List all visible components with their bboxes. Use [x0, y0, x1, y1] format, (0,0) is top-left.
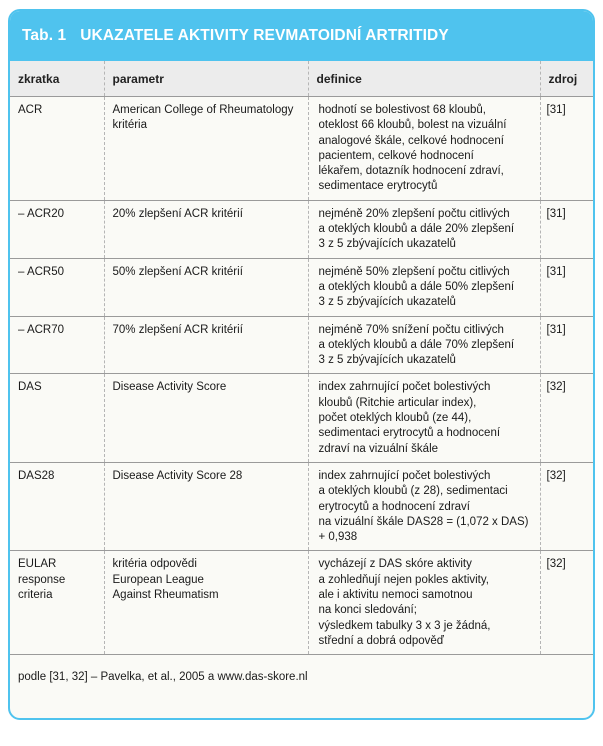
- column-header-def: definice: [308, 61, 540, 97]
- column-header-param: parametr: [104, 61, 308, 97]
- table-header: [10, 11, 593, 61]
- table-row: [10, 200, 593, 258]
- indicator-table: [10, 61, 593, 655]
- column-header-src: zdroj: [540, 61, 593, 97]
- cell-abbr: DAS: [10, 374, 104, 462]
- cell-param: kritéria odpovědi European League Against Rheumatism: [104, 551, 308, 655]
- cell-param: Disease Activity Score 28: [104, 462, 308, 550]
- table-footnote: podle [31, 32] – Pavelka, et al., 2005 a www.das-skore.nl: [18, 671, 308, 684]
- table-row: [10, 374, 593, 462]
- cell-abbr: – ACR20: [10, 200, 104, 258]
- cell-def: index zahrnující počet bolestivých kloubů (Ritchie articular index), počet oteklých kloubů (ze 44), sedimentaci erytrocytů a hodnocení zdraví na vizuální škále: [308, 374, 540, 462]
- cell-def: nejméně 50% zlepšení počtu citlivých a oteklých kloubů a dále 50% zlepšení 3 z 5 zbývajících ukazatelů: [308, 258, 540, 316]
- cell-param: 70% zlepšení ACR kritérií: [104, 316, 308, 374]
- table-row: [10, 316, 593, 374]
- cell-param: American College of Rheumatology kritéria: [104, 97, 308, 201]
- cell-def: nejméně 20% zlepšení počtu citlivých a oteklých kloubů a dále 20% zlepšení 3 z 5 zbývajících ukazatelů: [308, 200, 540, 258]
- table-row: [10, 462, 593, 550]
- cell-def: index zahrnující počet bolestivých a oteklých kloubů (z 28), sedimentaci erytrocytů a hodnocení zdraví na vizuální škále DAS28 = (1,072 x DAS) + 0,938: [308, 462, 540, 550]
- cell-src: [32]: [540, 374, 593, 462]
- table-frame: [8, 9, 595, 720]
- cell-abbr: ACR: [10, 97, 104, 201]
- cell-src: [31]: [540, 316, 593, 374]
- cell-param: 20% zlepšení ACR kritérií: [104, 200, 308, 258]
- cell-src: [32]: [540, 462, 593, 550]
- table-row: [10, 551, 593, 655]
- cell-abbr: – ACR50: [10, 258, 104, 316]
- table-row: [10, 258, 593, 316]
- cell-abbr: DAS28: [10, 462, 104, 550]
- table-number: Tab. 1: [22, 27, 67, 44]
- column-header-abbr: zkratka: [10, 61, 104, 97]
- cell-param: Disease Activity Score: [104, 374, 308, 462]
- table-row: [10, 97, 593, 201]
- cell-abbr: – ACR70: [10, 316, 104, 374]
- column-header-row: [10, 61, 593, 97]
- cell-src: [31]: [540, 258, 593, 316]
- cell-abbr: EULAR response criteria: [10, 551, 104, 655]
- cell-def: nejméně 70% snížení počtu citlivých a oteklých kloubů a dále 70% zlepšení 3 z 5 zbývajících ukazatelů: [308, 316, 540, 374]
- cell-param: 50% zlepšení ACR kritérií: [104, 258, 308, 316]
- table-title: UKAZATELE AKTIVITY REVMATOIDNÍ ARTRITIDY: [80, 27, 449, 44]
- cell-def: vycházejí z DAS skóre aktivity a zohledňují nejen pokles aktivity, ale i aktivitu nemoci samotnou na konci sledování; výsledkem tabulky 3 x 3 je žádná, střední a dobrá odpověď: [308, 551, 540, 655]
- cell-src: [31]: [540, 97, 593, 201]
- cell-src: [32]: [540, 551, 593, 655]
- cell-src: [31]: [540, 200, 593, 258]
- cell-def: hodnotí se bolestivost 68 kloubů, oteklost 66 kloubů, bolest na vizuální analogové škále, celkové hodnocení pacientem, celkové hodnocení lékařem, dotazník hodnocení zdraví, sedimentace erytrocytů: [308, 97, 540, 201]
